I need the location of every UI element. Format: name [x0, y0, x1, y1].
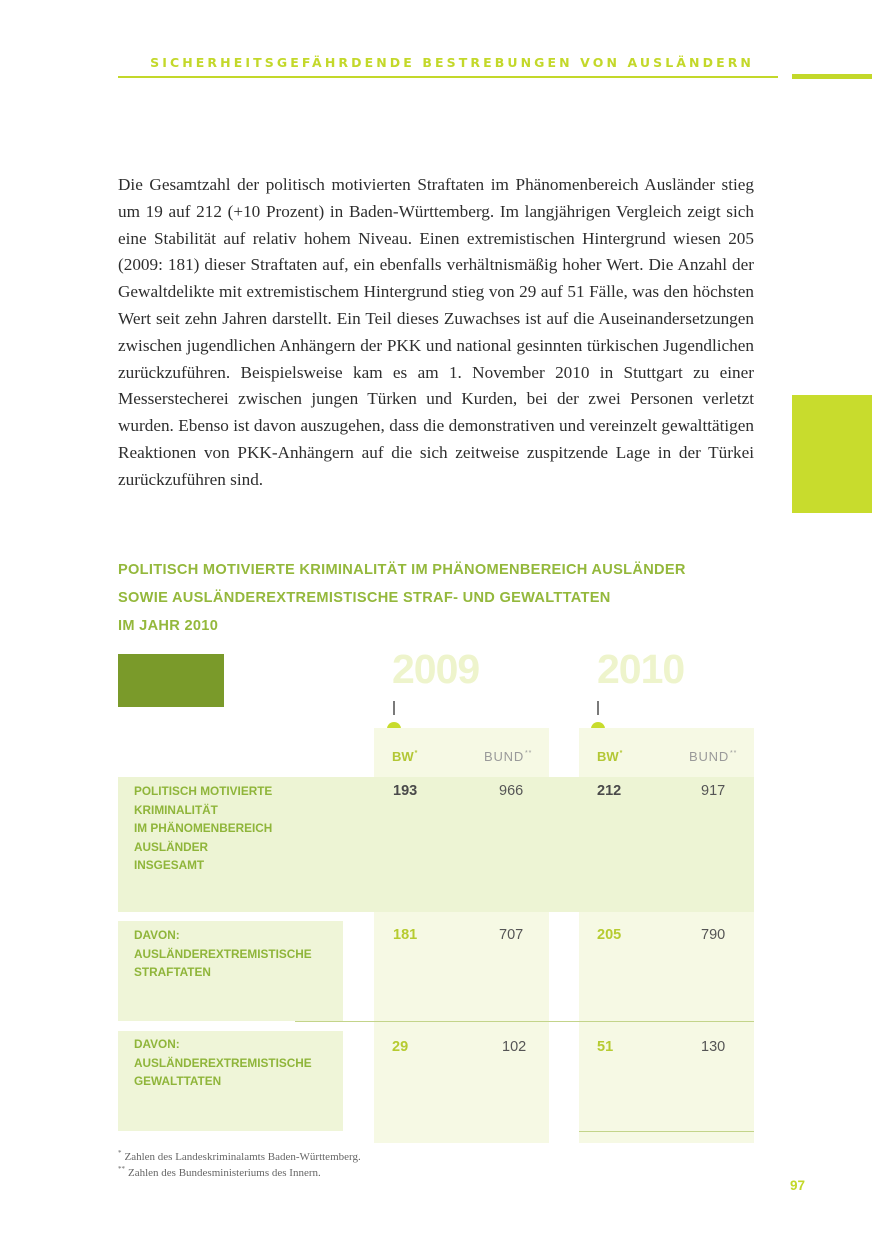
year-tick-2009 — [393, 701, 395, 715]
value-2009-bw: 193 — [393, 783, 418, 799]
footnote-lka: * Zahlen des Landeskriminalamts Baden-Württemberg. — [118, 1149, 361, 1163]
year-tick-2010 — [597, 701, 599, 715]
value-2009-bw: 29 — [392, 1039, 409, 1055]
header-tab-marker — [792, 74, 872, 79]
value-2010-bund: 130 — [701, 1039, 726, 1055]
row-label-straftaten: DAVON: AUSLÄNDEREXTREMISTISCHE STRAFTATEN — [134, 928, 312, 980]
row-divider-2 — [579, 1131, 754, 1132]
header-rule — [118, 76, 778, 78]
value-2010-bw: 51 — [597, 1039, 614, 1055]
value-2009-bw: 181 — [393, 927, 418, 943]
table-title-line-1: POLITISCH MOTIVIERTE KRIMINALITÄT IM PHÄNOMENBEREICH AUSLÄNDER — [118, 562, 686, 578]
row-label-insgesamt: POLITISCH MOTIVIERTE KRIMINALITÄT IM PHÄNOMENBEREICH AUSLÄNDER INSGESAMT — [134, 784, 273, 873]
legend-color-box — [118, 654, 224, 707]
chapter-side-marker — [792, 395, 872, 513]
value-2010-bw: 212 — [597, 783, 622, 799]
value-2009-bund: 102 — [502, 1039, 527, 1055]
col-head-2009-bund: BUND** — [484, 749, 533, 764]
col-head-2010-bw: BW* — [597, 749, 623, 764]
year-label-2009: 2009 — [392, 646, 480, 692]
year-label-2010: 2010 — [597, 646, 685, 692]
table-title-line-2: SOWIE AUSLÄNDEREXTREMISTISCHE STRAF- UND GEWALTTATEN — [118, 590, 611, 606]
value-2009-bund: 966 — [499, 783, 524, 799]
row-divider-1 — [295, 1021, 754, 1022]
table-title — [118, 556, 778, 640]
running-header: SICHERHEITSGEFÄHRDENDE BESTREBUNGEN VON AUSLÄNDERN — [150, 55, 754, 70]
body-paragraph: Die Gesamtzahl der politisch motivierten Straftaten im Phänomenbereich Ausländer stieg um 19 auf 212 (+10 Prozent) in Baden-Württemberg. Im langjährigen Vergleich zeigt sich eine Stabilität auf relativ hohem Niveau. Einen extremistischen Hintergrund wiesen 205 (2009: 181) dieser Straftaten auf, ein ebenfalls verhältnismäßig hoher Wert. Die Anzahl der Gewaltdelikte mit extremistischem Hintergrund stieg von 29 auf 51 Fälle, was den höchsten Wert seit zehn Jahren darstellt. Ein Teil dieses Zuwachses ist auf die Auseinandersetzungen zwischen jugendlichen Anhängern der PKK und national gesinnten türkischen Jugendlichen zurückzuführen. Beispielsweise kam es am 1. November 2010 in Stuttgart zu einer Messerstecherei zwischen jungen Türken und Kurden, bei der zwei Personen verletzt wurden. Ebenso ist davon auszugehen, dass die demonstrativen und vereinzelt gewalttätigen Reaktionen von PKK-Anhängern auf die sich zeitweise zuspitzende Lage in der Türkei zurückzuführen sind. — [118, 175, 754, 489]
row-label-gewalttaten: DAVON: AUSLÄNDEREXTREMISTISCHE GEWALTTATEN — [134, 1037, 312, 1089]
table-title-line-3: IM JAHR 2010 — [118, 618, 219, 634]
value-2010-bund: 917 — [701, 783, 726, 799]
page-number: 97 — [790, 1178, 806, 1193]
col-head-2010-bund: BUND** — [689, 749, 738, 764]
col-head-2009-bw: BW* — [392, 749, 418, 764]
value-2009-bund: 707 — [499, 927, 524, 943]
value-2010-bund: 790 — [701, 927, 726, 943]
value-2010-bw: 205 — [597, 927, 622, 943]
footnote-bmi: ** Zahlen des Bundesministeriums des Innern. — [118, 1165, 321, 1179]
